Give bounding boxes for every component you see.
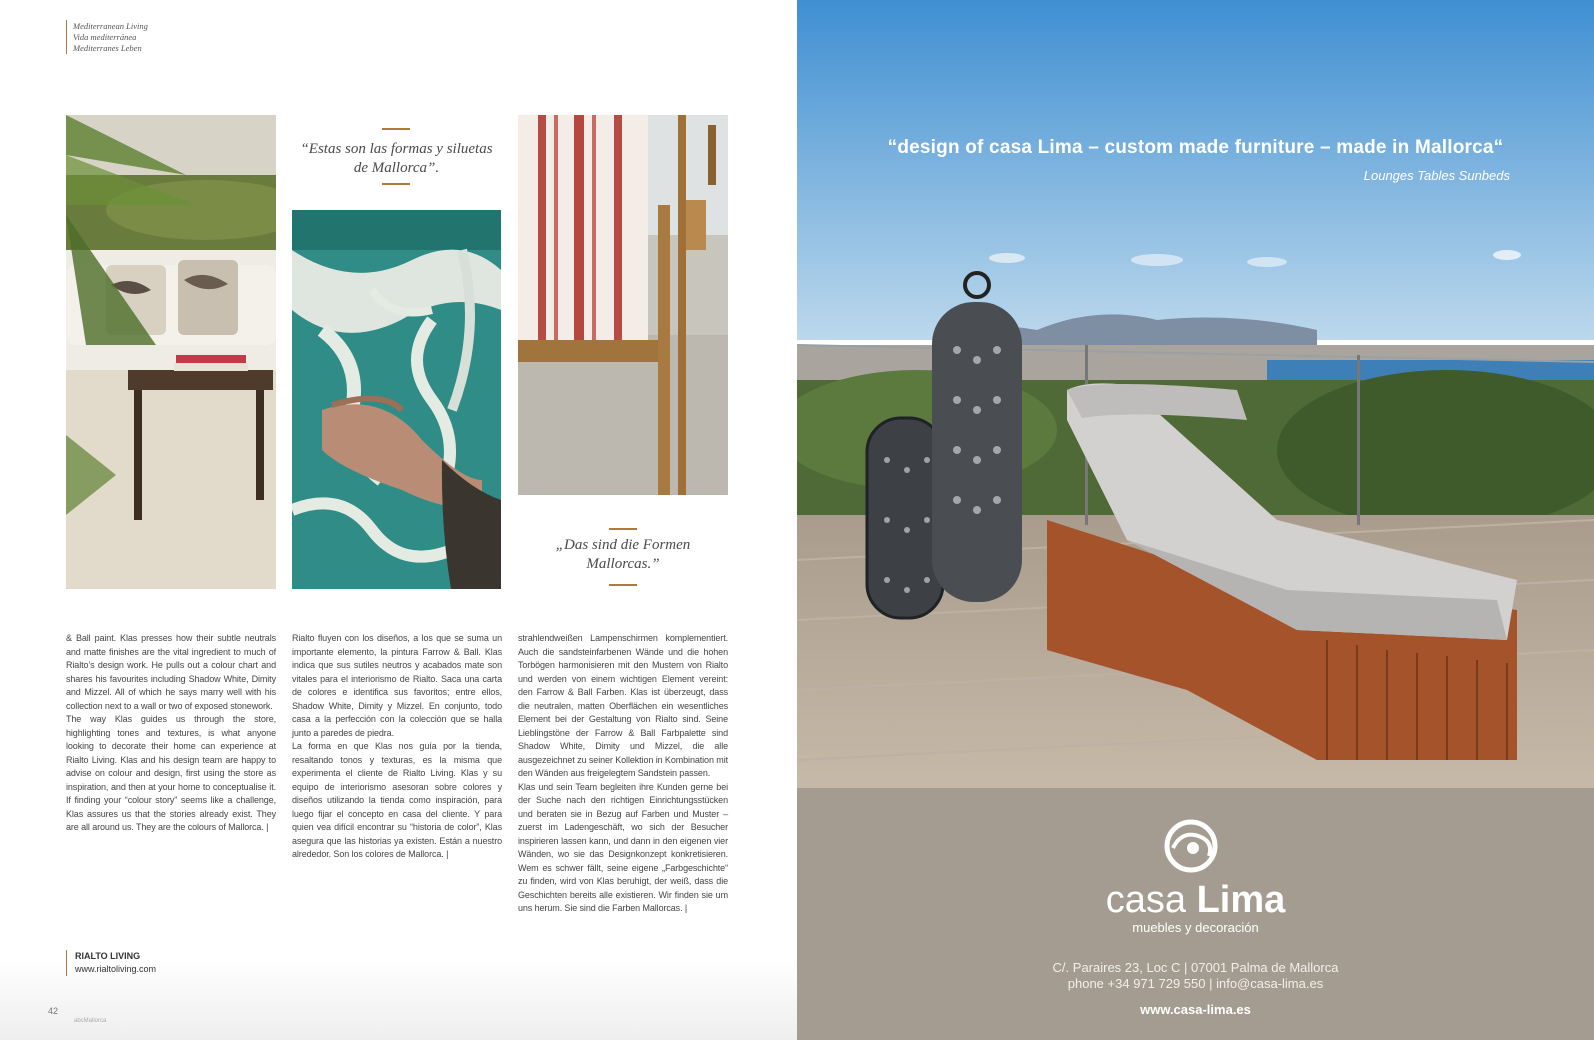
paragraph: The way Klas guides us through the store, highlighting tones and textures, is what anyone looking to decorate their home can experience at Rialto Living. Klas and his design team are happy to advise on colour and design, first using the store as inspiration, and then at your home to conceptualise it. If finding your “colour story” seems like a challenge, Klas assures us that the stories already exist. They are all around us. They are the colours of Mallorca. |	[66, 714, 276, 832]
photo-hand-fabric	[292, 210, 501, 589]
text-column-de	[518, 632, 728, 916]
credit-rule	[66, 950, 67, 976]
ad-tagline: “design of casa Lima – custom made furniture – made in Mallorca“	[887, 137, 1504, 158]
ad-contact-block	[797, 960, 1594, 992]
section-line-es: Vida mediterránea	[73, 32, 137, 42]
section-header	[73, 21, 148, 54]
brand-name-light: casa	[1105, 879, 1197, 921]
quote-rule-bottom	[382, 183, 410, 185]
paragraph: Klas und sein Team begleiten ihre Kunden gerne bei der Suche nach den richtigen Einrichtungsstücken und beraten sie in Bezug auf Farben und Muster – zuerst im Ladengeschäft, wo sich der Besucher inspirieren lassen kann, und dann in den eigenen vier Wänden, wo sie das Designkonzept konkretisieren. Wem es schwer fällt, seine eigene „Farbgeschichte“ zu finden, wird von Klas beruhigt, der weiß, dass die Geschichten bereits alle existieren. Wir finden sie um uns herum. Sie sind die Farben Mallorcas. |	[518, 781, 728, 913]
text-column-es	[292, 632, 502, 862]
ad-contact[interactable]: phone +34 971 729 550 | info@casa-lima.es	[1067, 976, 1324, 991]
quote-rule-top-de	[609, 528, 637, 530]
credit-name: RIALTO LIVING	[75, 951, 141, 961]
ad-address: C/. Paraires 23, Loc C | 07001 Palma de Mallorca	[1052, 960, 1339, 975]
credit-block	[75, 950, 156, 976]
brand-name	[797, 878, 1594, 922]
paragraph: strahlendweißen Lampenschirmen komplementiert. Auch die sandsteinfarbenen Wände und die hohen Torbögen harmonisieren mit den Mustern von Rialto und werden von einem wichtigen Element vereint: den Farrow & Ball Farben. Klas ist überzeugt, dass die neutralen, matten Oberflächen ein wesentliches Element bei der Gestaltung von Rialto sind. Seine Lieblingstöne der Farrow & Ball Farbpalette sind Shadow White, Dimity und Mizzel, die alle ausgezeichnet zu seiner Kollektion in Kombination mit den Wänden aus freigelegtem Sandstein passen.	[518, 633, 728, 778]
ad-photo-sunbed	[797, 0, 1594, 788]
credit-url[interactable]: www.rialtoliving.com	[75, 964, 157, 974]
right-page-ad	[797, 0, 1594, 1040]
ad-website-link[interactable]: www.casa-lima.es	[1140, 1002, 1251, 1017]
section-line-de: Mediterranes Leben	[73, 43, 142, 53]
quote-rule-bottom-de	[609, 584, 637, 586]
ad-categories: Lounges Tables Sunbeds	[1363, 168, 1510, 183]
casa-lima-logo-icon	[1163, 818, 1219, 874]
brand-name-bold: Lima	[1196, 879, 1286, 921]
photo-living-room	[66, 115, 276, 589]
page-number: 42	[48, 1006, 59, 1016]
pull-quote-de: „Das sind die Formen Mallorcas.”	[555, 537, 691, 572]
ad-info-panel	[797, 788, 1594, 1040]
pull-quote-es: “Estas son las formas y siluetas de Mallorca”.	[300, 141, 493, 176]
brand-subtitle: muebles y decoración	[1132, 920, 1259, 935]
text-column-en	[66, 632, 276, 835]
section-rule	[66, 20, 67, 54]
paragraph: & Ball paint. Klas presses how their subtle neutrals and matte finishes are the vital ingredient to much of Rialto’s design work. He pulls out a colour chart and shares his favourites including Shadow White, Dimity and Mizzel. All of which he says marry well with his collection next to a wall or two of exposed stonework.	[66, 633, 276, 711]
magazine-name: abcMallorca	[74, 1018, 107, 1024]
paragraph: La forma en que Klas nos guía por la tienda, resaltando tonos y texturas, es la misma que experimenta el cliente de Rialto Living. Klas y su equipo de interiorismo asesoran sobre colores y diseños utilizando la tienda como inspiración, para luego fijar el concepto en casa del cliente. Y para quien vea difícil encontrar su “historia de color”, Klas asegura que las historias ya existen. Están a nuestro alrededor. Son los colores de Mallorca. |	[292, 741, 502, 859]
quote-rule-top	[382, 128, 410, 130]
paragraph: Rialto fluyen con los diseños, a los que se suma un importante elemento, la pintura Farrow & Ball. Klas indica que sus sutiles neutros y acabados mate son vitales para el interiorismo de Rialto. Saca una carta de colores e identifica sus favoritos; entre ellos, Shadow White, Dimity y Mizzel. En conjunto, todo casa a la perfección con la colección que se halla junto a paredes de piedra.	[292, 633, 502, 738]
photo-deckchair	[518, 115, 728, 495]
section-line-en: Mediterranean Living	[73, 21, 148, 31]
